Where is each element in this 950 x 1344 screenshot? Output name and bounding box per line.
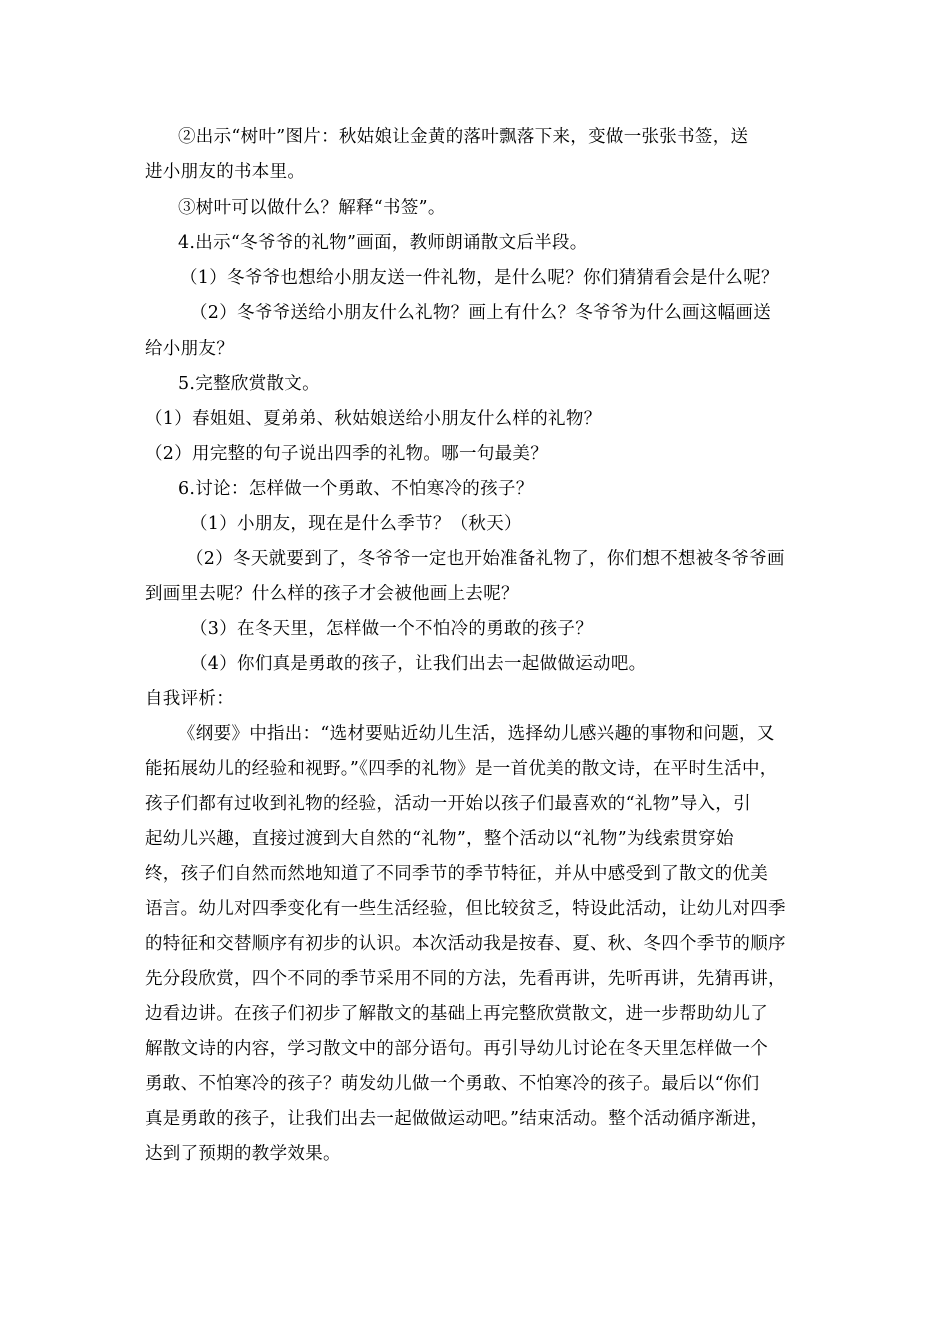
text-line: （2）冬天就要到了，冬爷爷一定也开始准备礼物了，你们想不想被冬爷爷画: [186, 549, 785, 569]
text-line: （3）在冬天里，怎样做一个不怕冷的勇敢的孩子？: [190, 619, 594, 639]
text-line: （4）你们真是勇敢的孩子，让我们出去一起做做运动吧。: [190, 654, 647, 674]
text-line: 《纲要》中指出：“选材要贴近幼儿生活，选择幼儿感兴趣的事物和问题，又: [178, 724, 775, 744]
text-line: 勇敢、不怕寒冷的孩子？萌发幼儿做一个勇敢、不怕寒冷的孩子。最后以“你们: [145, 1074, 760, 1094]
text-line: 先分段欣赏，四个不同的季节采用不同的方法，先看再讲，先听再讲，先猜再讲，: [145, 969, 786, 989]
text-line: 起幼儿兴趣，直接过渡到大自然的“礼物”，整个活动以“礼物”为线索贯穿始: [145, 829, 734, 849]
text-line: 4.出示“冬爷爷的礼物”画面，教师朗诵散文后半段。: [178, 233, 588, 253]
text-line: 给小朋友？: [145, 339, 234, 359]
text-line: 语言。幼儿对四季变化有一些生活经验，但比较贫乏，特设此活动，让幼儿对四季: [145, 899, 786, 919]
text-line: 达到了预期的教学效果。: [145, 1144, 341, 1164]
text-line: 解散文诗的内容，学习散文中的部分语句。再引导幼儿讨论在冬天里怎样做一个: [145, 1039, 768, 1059]
text-line: 的特征和交替顺序有初步的认识。本次活动我是按春、夏、秋、冬四个季节的顺序: [145, 934, 786, 954]
text-line: 进小朋友的书本里。: [145, 162, 306, 182]
text-line: 孩子们都有过收到礼物的经验，活动一开始以孩子们最喜欢的“礼物”导入，引: [145, 794, 751, 814]
section-heading: 自我评析：: [145, 689, 234, 709]
text-line: （1）冬爷爷也想给小朋友送一件礼物，是什么呢？你们猜猜看会是什么呢？: [180, 268, 779, 288]
text-line: 边看边讲。在孩子们初步了解散文的基础上再完整欣赏散文，进一步帮助幼儿了: [145, 1004, 768, 1024]
text-line: （2）用完整的句子说出四季的礼物。哪一句最美？: [145, 444, 549, 464]
text-line: 6.讨论：怎样做一个勇敢、不怕寒冷的孩子？: [178, 479, 534, 499]
text-line: 到画里去呢？什么样的孩子才会被他画上去呢？: [145, 584, 519, 604]
text-line: （1）春姐姐、夏弟弟、秋姑娘送给小朋友什么样的礼物？: [145, 409, 602, 429]
text-line: 真是勇敢的孩子，让我们出去一起做做运动吧。”结束活动。整个活动循序渐进，: [145, 1109, 769, 1129]
text-line: （1）小朋友，现在是什么季节？（秋天）: [190, 514, 522, 534]
text-line: ③树叶可以做什么？解释“书签”。: [178, 198, 446, 218]
text-line: 能拓展幼儿的经验和视野。”《四季的礼物》是一首优美的散文诗，在平时生活中，: [145, 759, 778, 779]
text-line: 终，孩子们自然而然地知道了不同季节的季节特征，并从中感受到了散文的优美: [145, 864, 768, 884]
text-line: （2）冬爷爷送给小朋友什么礼物？画上有什么？冬爷爷为什么画这幅画送: [190, 303, 772, 323]
text-line: 5.完整欣赏散文。: [178, 374, 320, 394]
text-line: ②出示“树叶”图片：秋姑娘让金黄的落叶飘落下来，变做一张张书签，送: [178, 127, 749, 147]
